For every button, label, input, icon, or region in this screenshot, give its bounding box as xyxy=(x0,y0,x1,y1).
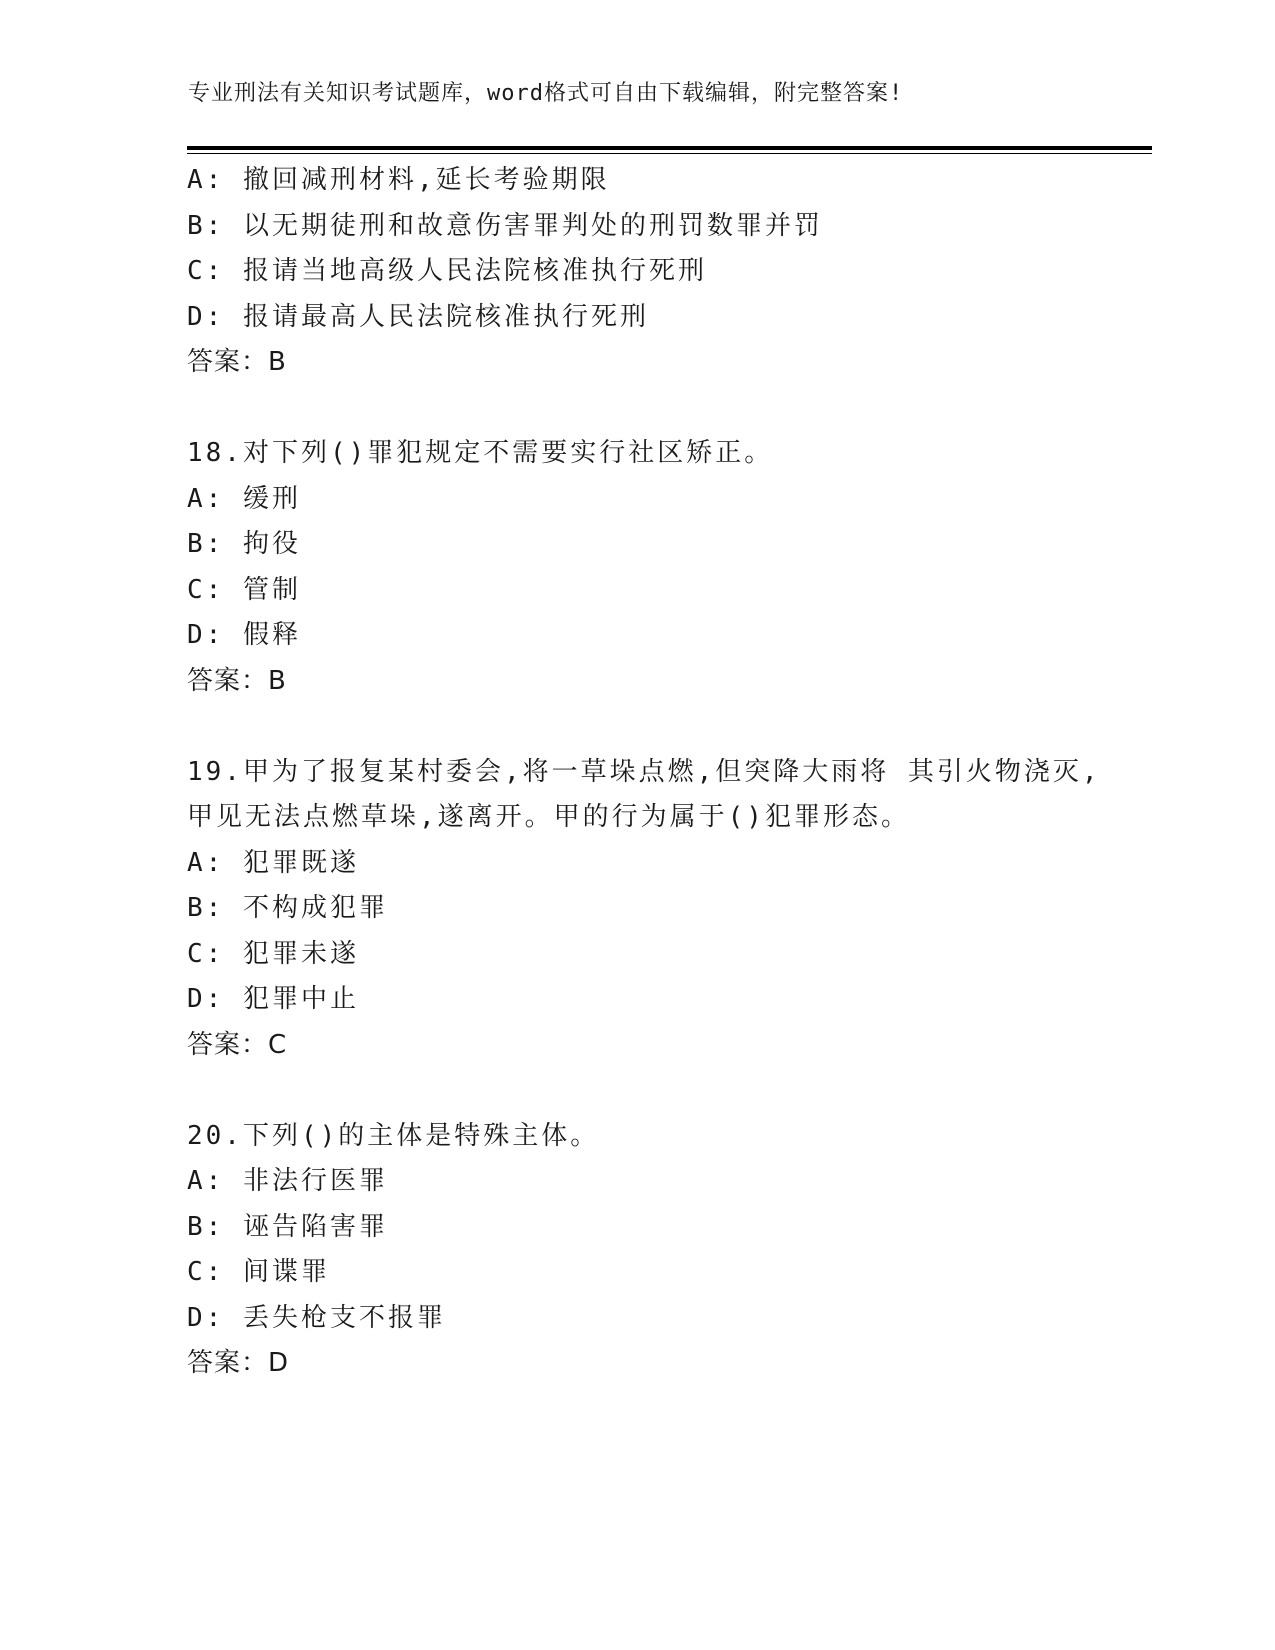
question-20-option-c: C: 间谍罪 xyxy=(187,1257,330,1287)
question-17-answer: 答案：B xyxy=(187,347,287,377)
question-list xyxy=(187,158,1152,1387)
question-18-option-d: D: 假释 xyxy=(187,620,301,650)
spacer xyxy=(187,386,1152,432)
question-19-stem-line-1: 19.甲为了报复某村委会,将一草垛点燃,但突降大雨将 其引火物浇灭, xyxy=(187,756,1101,787)
question-18-option-b: B: 拘役 xyxy=(187,529,301,559)
header-rule-thin xyxy=(187,153,1152,154)
question-19-answer: 答案：C xyxy=(187,1029,288,1060)
spacer xyxy=(187,1068,1152,1114)
question-17-option-c: C: 报请当地高级人民法院核准执行死刑 xyxy=(187,256,707,286)
header-note: 专业刑法有关知识考试题库，word格式可自由下载编辑，附完整答案! xyxy=(188,81,904,106)
question-20-stem: 20.下列()的主体是特殊主体。 xyxy=(187,1120,600,1151)
question-17-option-d: D: 报请最高人民法院核准执行死刑 xyxy=(187,301,649,332)
question-18-option-c: C: 管制 xyxy=(187,574,301,605)
question-17-option-a: A: 撤回减刑材料,延长考验期限 xyxy=(187,165,610,195)
question-17 xyxy=(187,158,1152,386)
spacer xyxy=(187,704,1152,750)
question-19 xyxy=(187,750,1152,1069)
question-19-stem-line-2: 甲见无法点燃草垛,遂离开。甲的行为属于()犯罪形态。 xyxy=(187,802,910,832)
question-19-option-d: D: 犯罪中止 xyxy=(187,984,359,1014)
question-20-answer: 答案：D xyxy=(187,1348,290,1378)
question-19-option-a: A: 犯罪既遂 xyxy=(187,847,359,878)
question-20-option-d: D: 丢失枪支不报罪 xyxy=(187,1302,446,1333)
question-18-option-a: A: 缓刑 xyxy=(187,483,301,514)
header-rule-thick xyxy=(187,146,1152,150)
question-19-option-c: C: 犯罪未遂 xyxy=(187,938,359,969)
question-18-answer: 答案：B xyxy=(187,665,287,696)
question-20-option-a: A: 非法行医罪 xyxy=(187,1166,388,1196)
question-20 xyxy=(187,1114,1152,1387)
question-18 xyxy=(187,431,1152,704)
question-19-option-b: B: 不构成犯罪 xyxy=(187,893,388,923)
question-17-option-b: B: 以无期徒刑和故意伤害罪判处的刑罚数罪并罚 xyxy=(187,210,823,241)
question-20-option-b: B: 诬告陷害罪 xyxy=(187,1211,388,1242)
question-18-stem: 18.对下列()罪犯规定不需要实行社区矫正。 xyxy=(187,438,774,468)
